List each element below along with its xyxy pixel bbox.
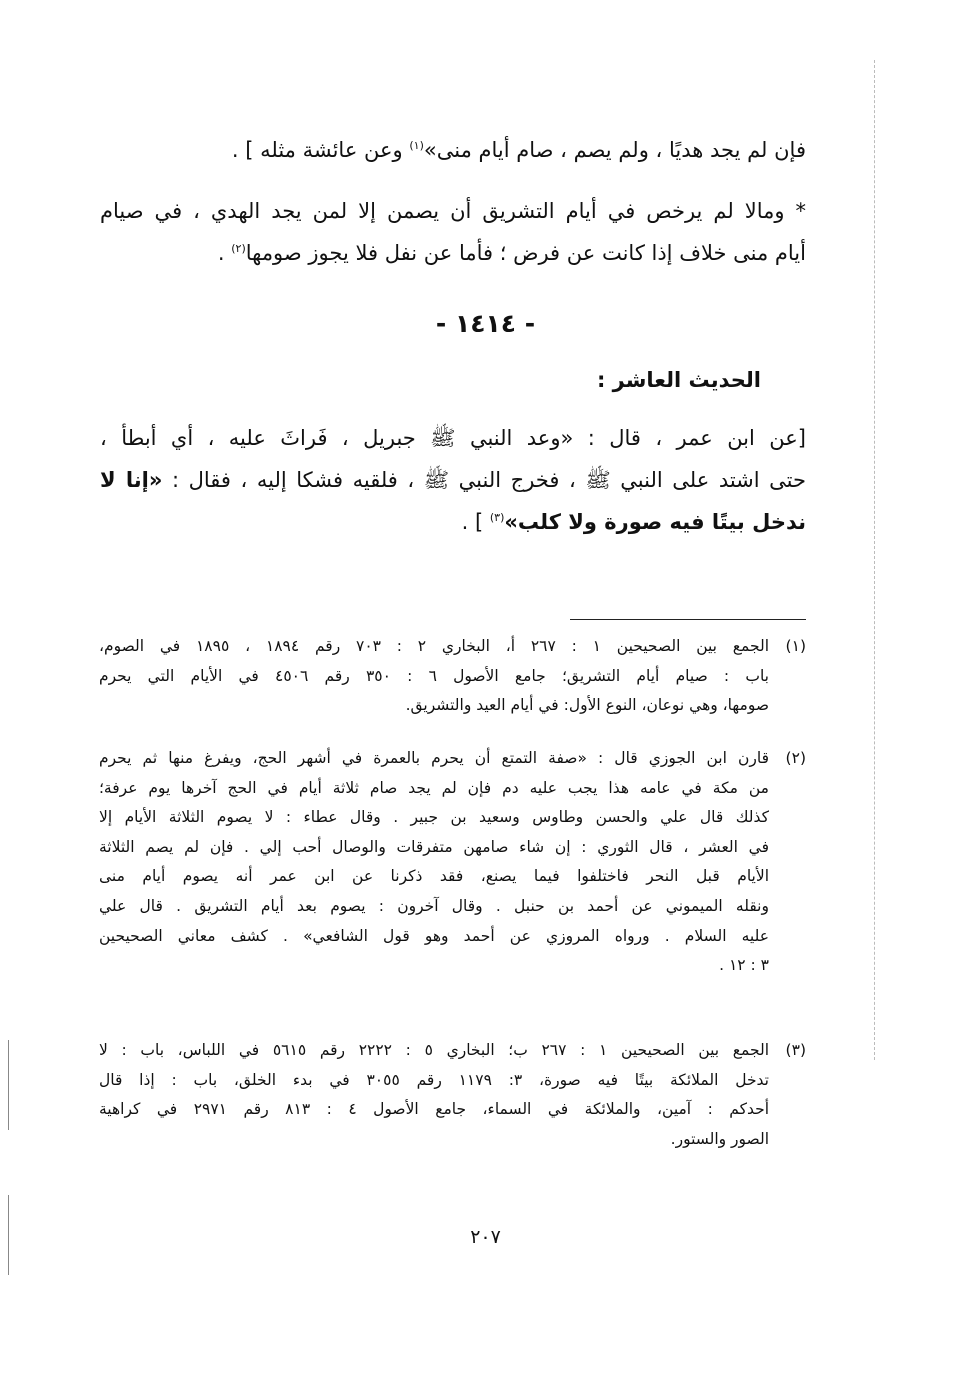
paragraph-2-line-1: * ومالا لم يرخص في أيام التشريق أن يصمن إلا لمن يجد الهدي ، في صيام <box>100 199 806 223</box>
hadith-text <box>100 426 806 536</box>
page-number: ٢٠٧ <box>470 1226 501 1248</box>
hadith-heading: الحديث العاشر : <box>596 368 761 392</box>
hadith-quote-end: ندخل بيتًا فيه صورة ولا كلب» <box>504 510 806 535</box>
footnote-2-line: ونقله الميموني عن أحمد بن حنبل . وقال آخرون : يصوم بعد أيام التشريق . قال علي <box>99 896 769 915</box>
footnote-2-line: عليه السلام . ورواه المروزي عن أحمد وهو قول الشافعي» . كشف معاني الصحيحين <box>99 926 769 945</box>
footnote-1-line: باب : صيام أيام التشريق؛ جامع الأصول ٦ : ٣٥٠ رقم ٤٥٠٦ في الأيام التي يحرم <box>99 666 769 685</box>
footnote-2-line: ٣ : ١٢ . <box>719 956 769 975</box>
footnote-ref-2: (٢) <box>231 242 246 256</box>
footnote-3-line: أحدكم : آمين، والملائكة في السماء، جامع الأصول ٤ : ٨١٣ رقم ٢٩٧١ في كراهية <box>99 1100 770 1119</box>
footnote-3 <box>99 1041 769 1148</box>
hadith-number: - ١٤١٤ - <box>435 309 536 338</box>
footnote-1-number: (١) <box>785 637 806 655</box>
footnote-2-number: (٢) <box>785 749 806 767</box>
footnote-ref-1: (١) <box>409 139 424 152</box>
footnote-2-line: قارن ابن الجوزي قال : «صفة التمتع أن يحرم بالعمرة في أشهر الحج، ويفرغ منها ثم يحرم <box>99 749 769 767</box>
text-line-1-end: وعن عائشة مثله ] . <box>231 138 410 162</box>
footnote-1-line: صومها، وهي نوعان، النوع الأول: في أيام العيد والتشريق. <box>405 696 769 715</box>
hadith-line-3: ندخل بيتًا فيه صورة ولا كلب»$^{(٣)}$ ] . <box>461 510 806 535</box>
footnote-1 <box>99 637 769 715</box>
footnote-3-line: الصور والستور. <box>670 1129 769 1148</box>
footnote-2 <box>99 749 769 975</box>
footnote-3-line: تدخل الملائكة بيتًا فيه صورة، ٣: ١١٧٩ رقم ٣٠٥٥ في بدء الخلق، باب : إذا قال <box>99 1070 769 1089</box>
hadith-quote-start: «إنا لا <box>100 468 163 493</box>
page-edge-mark <box>8 1040 9 1130</box>
footnote-ref-3: (٣) <box>489 511 505 525</box>
page-margin-fold <box>874 60 875 1060</box>
footnote-2-line: من مكة في عامه هذا يجب عليه دم فإن لم يجد صام ثلاثة أيام في الحج آخرها يوم عرفة؛ <box>99 778 769 797</box>
footnote-divider <box>570 619 806 620</box>
paragraph-2 <box>100 199 806 266</box>
footnote-2-line: كذلك قال علي والحسن وطاوس وسعيد بن جبير . وقال عطاء : لا يصوم الثلاثة الأيام إلا <box>99 808 769 827</box>
footnote-3-number: (٣) <box>785 1041 806 1059</box>
footnote-1-line: الجمع بين الصحيحين ١ : ٢٦٧ أ، البخاري ٢ : ٧٠٣ رقم ١٨٩٤ ، ١٨٩٥ في الصوم، <box>99 637 770 655</box>
hadith-line-1: [عن ابن عمر ، قال : «وعد النبي ﷺ جبريل ، فَراثَ عليه ، أي أبطأ ، <box>100 426 806 450</box>
paragraph-2-line-2: أيام منى خلاف إذا كانت عن فرض ؛ فأما عن نفل فلا يجوز صومها$^{(٢)}$ . <box>217 241 806 266</box>
footnote-3-line: الجمع بين الصحيحين ١ : ٢٦٧ ب؛ البخاري ٥ : ٢٢٢٢ رقم ٥٦١٥ في اللباس، باب : لا <box>99 1041 770 1059</box>
hadith-line-2: حتى اشتد على النبي ﷺ ، فخرج النبي ﷺ ، فلقيه فشكا إليه ، فقال : «إنا لا <box>100 468 807 493</box>
footnote-2-line: الأيام قبل النحر فاختلفوا فيما يصنع، فقد ذكرنا عن ابن عمر أنه يصوم أيام منى <box>99 867 769 886</box>
text-line-1-body: فإن لم يجد هديًا ، ولم يصم ، صام أيام منى» <box>423 138 806 162</box>
footnote-2-line: في العشر ، قال الثوري : إن شاء صامهن متفرقات والوصال أحب إلي . فإن لم يصم الثلاثة <box>99 837 769 856</box>
text-line-1 <box>106 138 806 163</box>
